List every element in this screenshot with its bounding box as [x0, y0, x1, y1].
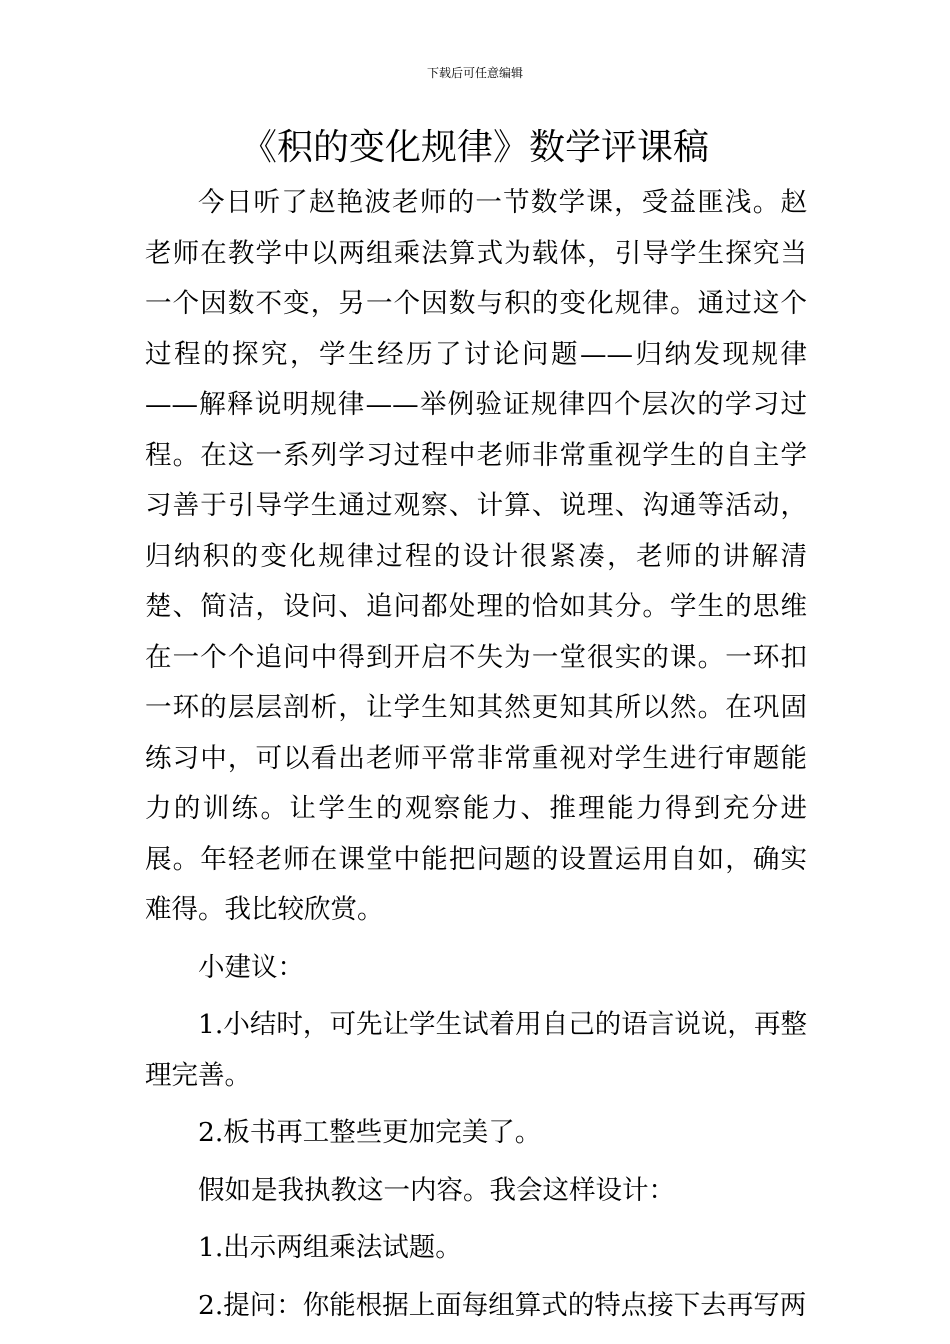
paragraph-suggestion-1: 1.小结时，可先让学生试着用自己的语言说说，再整理完善。 — [145, 1009, 807, 1091]
paragraph-design-step-2: 2.提问：你能根据上面每组算式的特点接下去再写两 — [198, 1289, 807, 1321]
paragraph-suggestion-2: 2.板书再工整些更加完美了。 — [198, 1117, 542, 1148]
paragraph-review: 今日听了赵艳波老师的一节数学课，受益匪浅。赵老师在教学中以两组乘法算式为载体，引导学生探究当一个因数不变，另一个因数与积的变化规律。通过这个过程的探究，学生经历了讨论问题——归纳发现规律——解释说明规律——举例验证规律四个层次的学习过程。在这一系列学习过程中老师非常重视学生的自主学习善于引导学生通过观察、计算、说理、沟通等活动，归纳积的变化规律过程的设计很紧凑，老师的讲解清楚、简洁，设问、追问都处理的恰如其分。学生的思维在一个个追问中得到开启不失为一堂很实的课。一环扣一环的层层剖析，让学生知其然更知其所以然。在巩固练习中，可以看出老师平常非常重视对学生进行审题能力的训练。让学生的观察能力、推理能力得到充分进展。年轻老师在课堂中能把问题的设置运用自如，确实难得。我比较欣赏。 — [145, 187, 807, 925]
page-header-note: 下载后可任意编辑 — [426, 66, 523, 80]
paragraph-design-step-1: 1.出示两组乘法试题。 — [198, 1232, 462, 1263]
paragraph-suggestion-heading: 小建议： — [198, 951, 304, 983]
document-body — [145, 178, 807, 1331]
document-title: 《积的变化规律》数学评课稿 — [240, 127, 709, 168]
paragraph-design-intro: 假如是我执教这一内容。我会这样设计： — [198, 1174, 675, 1206]
